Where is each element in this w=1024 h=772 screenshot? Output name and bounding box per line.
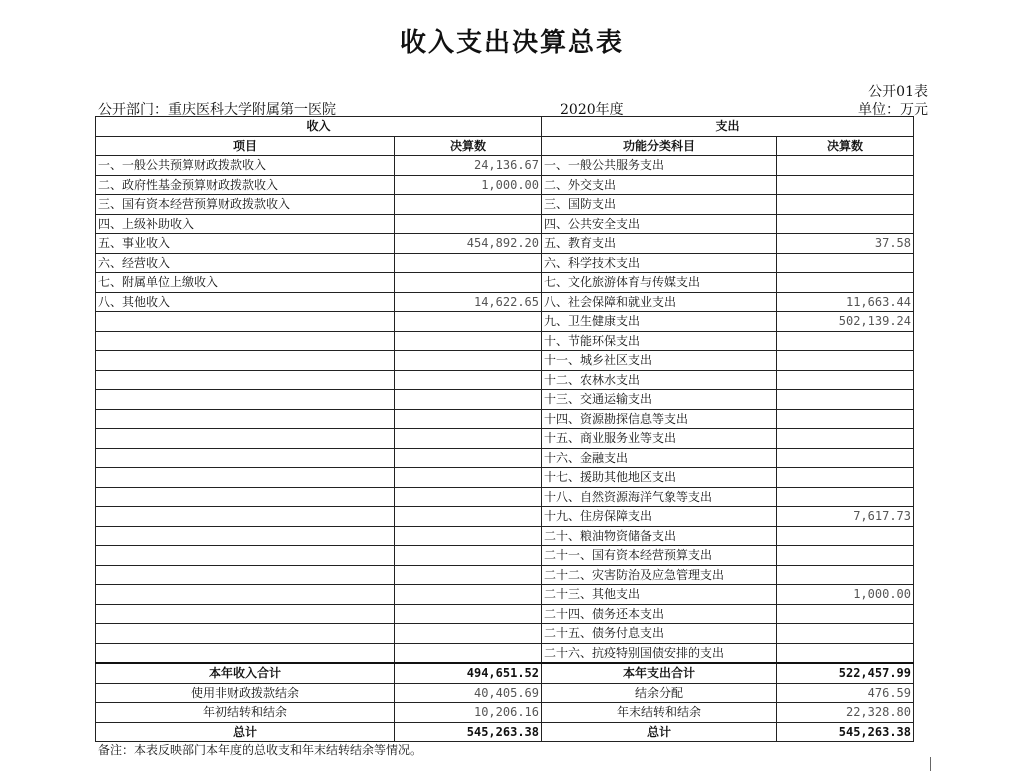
- summary-income-amount: 10,206.16: [395, 703, 542, 723]
- income-header: 收入: [96, 117, 542, 137]
- table-row: [96, 214, 914, 234]
- summary-expense-label: 总计: [542, 722, 777, 742]
- expense-amount: [777, 468, 914, 488]
- table-row: [96, 565, 914, 585]
- summary-row: [96, 663, 914, 683]
- item-column-header: 项目: [96, 136, 395, 156]
- expense-amount: [777, 448, 914, 468]
- section-header-row: [96, 117, 914, 137]
- income-item: 一、一般公共预算财政拨款收入: [96, 156, 395, 176]
- table-row: [96, 487, 914, 507]
- expense-amount: [777, 195, 914, 215]
- expense-item: 六、科学技术支出: [542, 253, 777, 273]
- income-item: [96, 546, 395, 566]
- department-label: 公开部门：重庆医科大学附属第一医院: [98, 102, 336, 118]
- summary-expense-label: 年末结转和结余: [542, 703, 777, 723]
- expense-item: 九、卫生健康支出: [542, 312, 777, 332]
- income-amount: [395, 351, 542, 371]
- expense-item: 十七、援助其他地区支出: [542, 468, 777, 488]
- table-row: [96, 312, 914, 332]
- income-item: [96, 604, 395, 624]
- expense-amount: [777, 351, 914, 371]
- expense-amount: [777, 643, 914, 663]
- expense-amount: [777, 624, 914, 644]
- expense-amount: [777, 331, 914, 351]
- summary-income-label: 年初结转和结余: [96, 703, 395, 723]
- income-amount: 454,892.20: [395, 234, 542, 254]
- income-amount: [395, 526, 542, 546]
- expense-amount: 502,139.24: [777, 312, 914, 332]
- expense-item: 十八、自然资源海洋气象等支出: [542, 487, 777, 507]
- income-amount: [395, 624, 542, 644]
- table-row: [96, 409, 914, 429]
- income-amount: 1,000.00: [395, 175, 542, 195]
- income-item: 六、经营收入: [96, 253, 395, 273]
- summary-row: [96, 683, 914, 703]
- expense-amount: [777, 429, 914, 449]
- amount2-column-header: 决算数: [777, 136, 914, 156]
- table-row: [96, 175, 914, 195]
- expense-item: 二、外交支出: [542, 175, 777, 195]
- summary-row: [96, 722, 914, 742]
- table-row: [96, 370, 914, 390]
- table-row: [96, 273, 914, 293]
- expense-amount: 1,000.00: [777, 585, 914, 605]
- expense-amount: [777, 214, 914, 234]
- income-amount: 24,136.67: [395, 156, 542, 176]
- expense-item: 十一、城乡社区支出: [542, 351, 777, 371]
- income-amount: [395, 487, 542, 507]
- income-amount: [395, 546, 542, 566]
- expense-amount: [777, 487, 914, 507]
- income-item: [96, 429, 395, 449]
- fiscal-year: 2020年度: [560, 102, 624, 118]
- summary-income-label: 本年收入合计: [96, 663, 395, 683]
- edge-mark: [930, 757, 931, 771]
- expense-item: 三、国防支出: [542, 195, 777, 215]
- income-item: 四、上级补助收入: [96, 214, 395, 234]
- income-item: [96, 331, 395, 351]
- table-row: [96, 234, 914, 254]
- income-amount: [395, 448, 542, 468]
- table-row: [96, 253, 914, 273]
- expense-item: 二十五、债务付息支出: [542, 624, 777, 644]
- income-item: [96, 585, 395, 605]
- income-amount: [395, 604, 542, 624]
- footnote: 备注：本表反映部门本年度的总收支和年末结转结余等情况。: [98, 743, 423, 757]
- function-column-header: 功能分类科目: [542, 136, 777, 156]
- income-item: [96, 487, 395, 507]
- expense-amount: 11,663.44: [777, 292, 914, 312]
- income-item: [96, 643, 395, 663]
- budget-table: [95, 116, 914, 742]
- summary-row: [96, 703, 914, 723]
- page-title: 收入支出决算总表: [399, 28, 624, 58]
- expense-item: 十九、住房保障支出: [542, 507, 777, 527]
- expense-item: 二十、粮油物资储备支出: [542, 526, 777, 546]
- expense-item: 八、社会保障和就业支出: [542, 292, 777, 312]
- income-item: [96, 507, 395, 527]
- table-row: [96, 156, 914, 176]
- income-amount: [395, 273, 542, 293]
- expense-amount: 7,617.73: [777, 507, 914, 527]
- income-amount: [395, 585, 542, 605]
- table-row: [96, 526, 914, 546]
- income-item: [96, 468, 395, 488]
- income-amount: [395, 507, 542, 527]
- income-item: [96, 448, 395, 468]
- income-item: 八、其他收入: [96, 292, 395, 312]
- table-row: [96, 585, 914, 605]
- income-amount: [395, 370, 542, 390]
- summary-income-amount: 545,263.38: [395, 722, 542, 742]
- table-row: [96, 429, 914, 449]
- expense-amount: [777, 604, 914, 624]
- expense-item: 二十三、其他支出: [542, 585, 777, 605]
- unit-label: 单位：万元: [858, 102, 928, 118]
- form-code: 公开01表: [868, 84, 928, 100]
- summary-expense-amount: 545,263.38: [777, 722, 914, 742]
- expense-item: 十四、资源勘探信息等支出: [542, 409, 777, 429]
- income-item: 五、事业收入: [96, 234, 395, 254]
- expense-item: 十、节能环保支出: [542, 331, 777, 351]
- income-item: 三、国有资本经营预算财政拨款收入: [96, 195, 395, 215]
- summary-expense-label: 结余分配: [542, 683, 777, 703]
- expense-item: 四、公共安全支出: [542, 214, 777, 234]
- expense-amount: [777, 370, 914, 390]
- expense-amount: [777, 273, 914, 293]
- summary-income-label: 总计: [96, 722, 395, 742]
- table-row: [96, 195, 914, 215]
- expense-amount: [777, 175, 914, 195]
- income-item: 七、附属单位上缴收入: [96, 273, 395, 293]
- expense-item: 二十一、国有资本经营预算支出: [542, 546, 777, 566]
- expense-item: 十六、金融支出: [542, 448, 777, 468]
- income-amount: [395, 409, 542, 429]
- income-amount: [395, 253, 542, 273]
- expense-amount: 37.58: [777, 234, 914, 254]
- income-amount: [395, 429, 542, 449]
- income-item: [96, 409, 395, 429]
- income-item: [96, 565, 395, 585]
- income-item: [96, 390, 395, 410]
- income-item: [96, 526, 395, 546]
- income-item: [96, 624, 395, 644]
- income-amount: [395, 468, 542, 488]
- expense-amount: [777, 565, 914, 585]
- expense-amount: [777, 156, 914, 176]
- expense-item: 五、教育支出: [542, 234, 777, 254]
- summary-income-amount: 494,651.52: [395, 663, 542, 683]
- income-amount: [395, 331, 542, 351]
- expense-item: 十三、交通运输支出: [542, 390, 777, 410]
- income-item: [96, 351, 395, 371]
- expense-item: 二十二、灾害防治及应急管理支出: [542, 565, 777, 585]
- income-amount: [395, 643, 542, 663]
- table-row: [96, 468, 914, 488]
- expense-item: 二十六、抗疫特别国债安排的支出: [542, 643, 777, 663]
- table-row: [96, 604, 914, 624]
- expense-item: 七、文化旅游体育与传媒支出: [542, 273, 777, 293]
- amount-column-header: 决算数: [395, 136, 542, 156]
- table-row: [96, 507, 914, 527]
- income-amount: [395, 565, 542, 585]
- income-amount: [395, 312, 542, 332]
- table-row: [96, 448, 914, 468]
- expense-item: 二十四、债务还本支出: [542, 604, 777, 624]
- table-row: [96, 331, 914, 351]
- expense-amount: [777, 390, 914, 410]
- expense-amount: [777, 253, 914, 273]
- expense-header: 支出: [542, 117, 914, 137]
- table-row: [96, 292, 914, 312]
- summary-income-label: 使用非财政拨款结余: [96, 683, 395, 703]
- column-header-row: [96, 136, 914, 156]
- income-amount: [395, 195, 542, 215]
- expense-item: 十二、农林水支出: [542, 370, 777, 390]
- income-item: [96, 370, 395, 390]
- income-item: 二、政府性基金预算财政拨款收入: [96, 175, 395, 195]
- expense-amount: [777, 526, 914, 546]
- expense-amount: [777, 409, 914, 429]
- income-amount: [395, 214, 542, 234]
- summary-expense-amount: 522,457.99: [777, 663, 914, 683]
- table-row: [96, 624, 914, 644]
- table-row: [96, 546, 914, 566]
- summary-expense-label: 本年支出合计: [542, 663, 777, 683]
- expense-amount: [777, 546, 914, 566]
- summary-expense-amount: 476.59: [777, 683, 914, 703]
- expense-item: 十五、商业服务业等支出: [542, 429, 777, 449]
- expense-item: 一、一般公共服务支出: [542, 156, 777, 176]
- table-row: [96, 351, 914, 371]
- income-item: [96, 312, 395, 332]
- summary-income-amount: 40,405.69: [395, 683, 542, 703]
- income-amount: [395, 390, 542, 410]
- table-row: [96, 643, 914, 663]
- summary-expense-amount: 22,328.80: [777, 703, 914, 723]
- income-amount: 14,622.65: [395, 292, 542, 312]
- table-row: [96, 390, 914, 410]
